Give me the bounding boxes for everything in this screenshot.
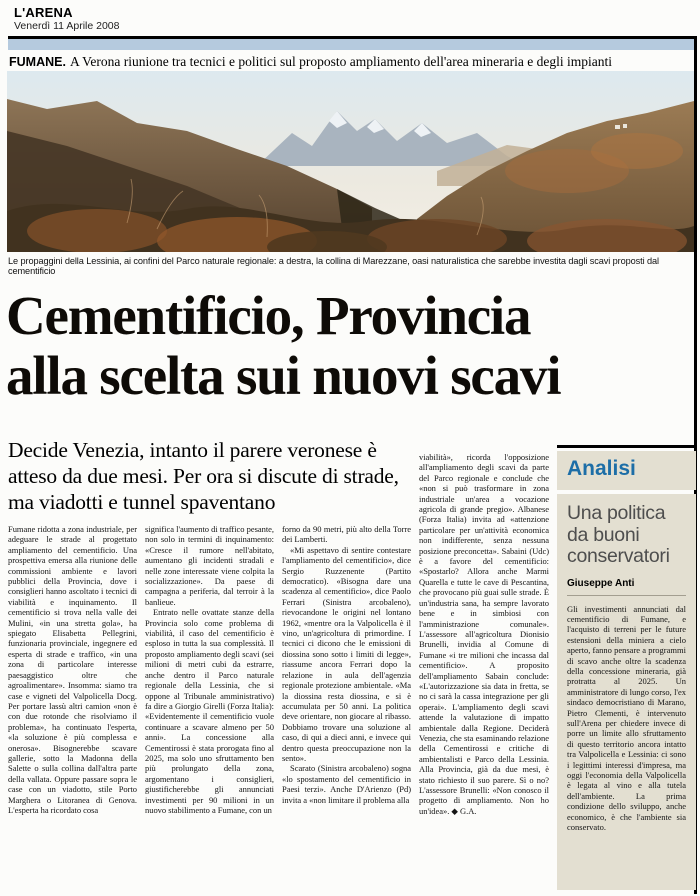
landscape-photo (7, 71, 694, 252)
kicker (9, 53, 695, 71)
headline-line-1: Cementificio, Provincia (6, 285, 531, 346)
article-column-1: Fumane ridotta a zona industriale, per adeguare le strade al progettato ampliamento del cementificio. Una prospettiva emersa alla riunione delle commissioni ambiente e lavori pubblici della Provincia, dove i consiglieri hanno ascoltato i tecnici di viabilità e inquinamento. Il cementificio si trova nella valle dei Mulini, «in una stretta gola», ha spiegato Elisabetta Pellegrini, funzionaria provinciale, ingegnere ed esperta di strade e traffico, «in una zona di particolare interesse paesaggistico oltre che agroalimentare». Insomma: siamo tra case e vigneti del Valpolicella Docg. Per portare lassù altri camion «non è con due rotonde che risolviamo il problema», ha continuato l'esperta, «la soluzione è più complessa e onerosa». Bisognerebbe scavare gallerie, sotto la Madonna della Salette o sulla collina dall'altra parte della vallata. Oppure passare sopra le case con un viadotto, stile Porto Marghera o Litoranea di Genova. L'esperta ha ricordato cosa (8, 524, 137, 815)
headline (6, 286, 698, 406)
article-column-3: forno da 90 metri, più alto della Torre dei Lamberti. «Mi aspettavo di sentire contestare l'ampliamento del cementificio», dice Sergio Ruzzenente (Partito democratico). «Bisogna dare una scadenza al cementificio», dice Paolo Ferrari (Sinistra arcobaleno), rievocandone le origini nel lontano 1962, «mentre ora la Valpolicella è il vino, un'agricoltura di primordine. I tecnici ci dicono che le emissioni di diossina sono sotto i limiti di legge», riassume ancora Ferrari dopo la relazione in aula dell'agenzia regionale protezione ambientale. «Ma la diossina resta diossina, e si è accumulata per 50 anni. La politica deve orientare, non giocare al ribasso. Dobbiamo trovare una soluzione al caso, di qui a dieci anni, e invece qui dentro questa preoccupazione non la sento». Scarato (Sinistra arcobaleno) sogna «lo spostamento del cementificio in Paesi terzi». Anche D'Arienzo (Pd) invita a «non limitare il problema alla (282, 524, 411, 805)
article-body (8, 437, 696, 896)
headline-line-2: alla scelta sui nuovi scavi (6, 345, 561, 406)
columns-row (8, 524, 411, 896)
analysis-byline: Giuseppe Anti (567, 578, 686, 596)
analysis-box (557, 494, 696, 890)
analysis-label: Analisi (557, 451, 696, 490)
analysis-sidebar (557, 437, 696, 896)
article-column-4: viabilità», ricorda l'opposizione all'ampliamento degli scavi da parte del Parco regionale e conclude che «non si può trasformare in zona industriale un'area a vocazione agricola di grande pregio». Albanese (Forza Italia) invita ad «attenzione particolare per un'attività economica non indifferente, senza nessuna posizione preconcetta». Sabaini (Udc) è a favore del cementificio: «Spostarlo? Allora anche Marmi Quarella e tutte le cave di Pescantina, che provocano più guai sulle strade. È un'industria sana, ha sempre lavorato bene e in simbiosi con l'amministrazione comunale». L'assessore all'agricoltura Dionisio Brunelli, invidia al Comune di Fumane «i tre milioni che incassa dal cementificio». A proposito dell'ampliamento Sabain conclude: «L'autorizzazione sia data in fretta, se no ci sarà la cassa integrazione per gli operai». L'ampliamento degli scavi attende la valutazione di impatto ambientale dalla Regione. Deciderà Venezia, che sta esaminando relazione della Cementirossi e critiche di ambientalisti e Parco della Lessinia. Alla Provincia, già da due mesi, è stato richiesto il suo parere. Sì o no? L'assessore Brunelli: «Non conosco il progetto di ampliamento. Non ho un'idea». ◆ G.A. (419, 452, 549, 816)
issue-date: Venerdì 11 Aprile 2008 (14, 20, 120, 32)
kicker-band (8, 39, 695, 50)
subhead: Decide Venezia, intanto il parere veronese è atteso da due mesi. Per ora si discute di strade, ma viadotti e tunnel spaventano (8, 438, 399, 514)
article-column-2: significa l'aumento di traffico pesante, non solo in termini di inquinamento: «Cresce il rumore nell'abitato, aumentano gli incidenti stradali e nelle zone interessate viene colpita la socializzazione». Da paese di campagna a periferia, dal terroir à la banlieue. Entrato nelle ovattate stanze della Provincia solo come problema di viabilità, il caso del cementificio è esploso in tutta la sua complessità. Il proposto ampliamento degli scavi (sei milioni di metri cubi da estrarre, anche dentro il Parco naturale regionale della Lessinia, che si oppone al Tribunale amministrativo) fa dire a Giorgio Girelli (Forza Italia): «Evidentemente il cementificio vuole continuare a scavare almeno per 50 anni». La concessione alla Cementirossi è stata prorogata fino al 2025, ma solo uno sfruttamento ben più prolungato della zona, argomentano i consiglieri, giustificherebbe gli annunciati investimenti per 90 milioni in un nuovo stabilimento a Fumane, con un (145, 524, 274, 815)
kicker-location: FUMANE. (9, 55, 66, 69)
photo-caption: Le propaggini della Lessinia, ai confini del Parco naturale regionale: a destra, la collina di Marezzane, oasi naturalistica che sarebbe investita dagli scavi proposti dal cementificio (8, 256, 659, 276)
sidebar-top-rule (557, 445, 696, 448)
analysis-title: Una politica da buoni conservatori (567, 502, 670, 567)
newspaper-title: L'ARENA (14, 5, 73, 20)
masthead (14, 5, 119, 32)
kicker-text: A Verona riunione tra tecnici e politici sul proposto ampliamento dell'area mineraria e degli impianti (69, 54, 612, 69)
analysis-body: Gli investimenti annunciati dal cementificio di Fumane, e l'acquisto di terreni per le future estensioni della miniera a cielo aperto, fanno pensare a programmi di scavo anche oltre la scadenza della concessione mineraria, già protratta al 2025. Un amministratore di lungo corso, l'ex sindaco democristiano di Marano, Pietro Clementi, è intervenuto sull'Arena per chiedere invece di porre un limite allo sfruttamento di questo territorio ancora intatto tra Valpolicella e Lessinia: ci sono i legittimi interessi d'impresa, ma oggi l'economia della Valpolicella è legata al vino e alla tutela dell'ambiente. La prima condizione dello sviluppo, anche economico, è che l'ambiente sia conservato. (567, 603, 686, 833)
article-left-zone (8, 437, 411, 896)
